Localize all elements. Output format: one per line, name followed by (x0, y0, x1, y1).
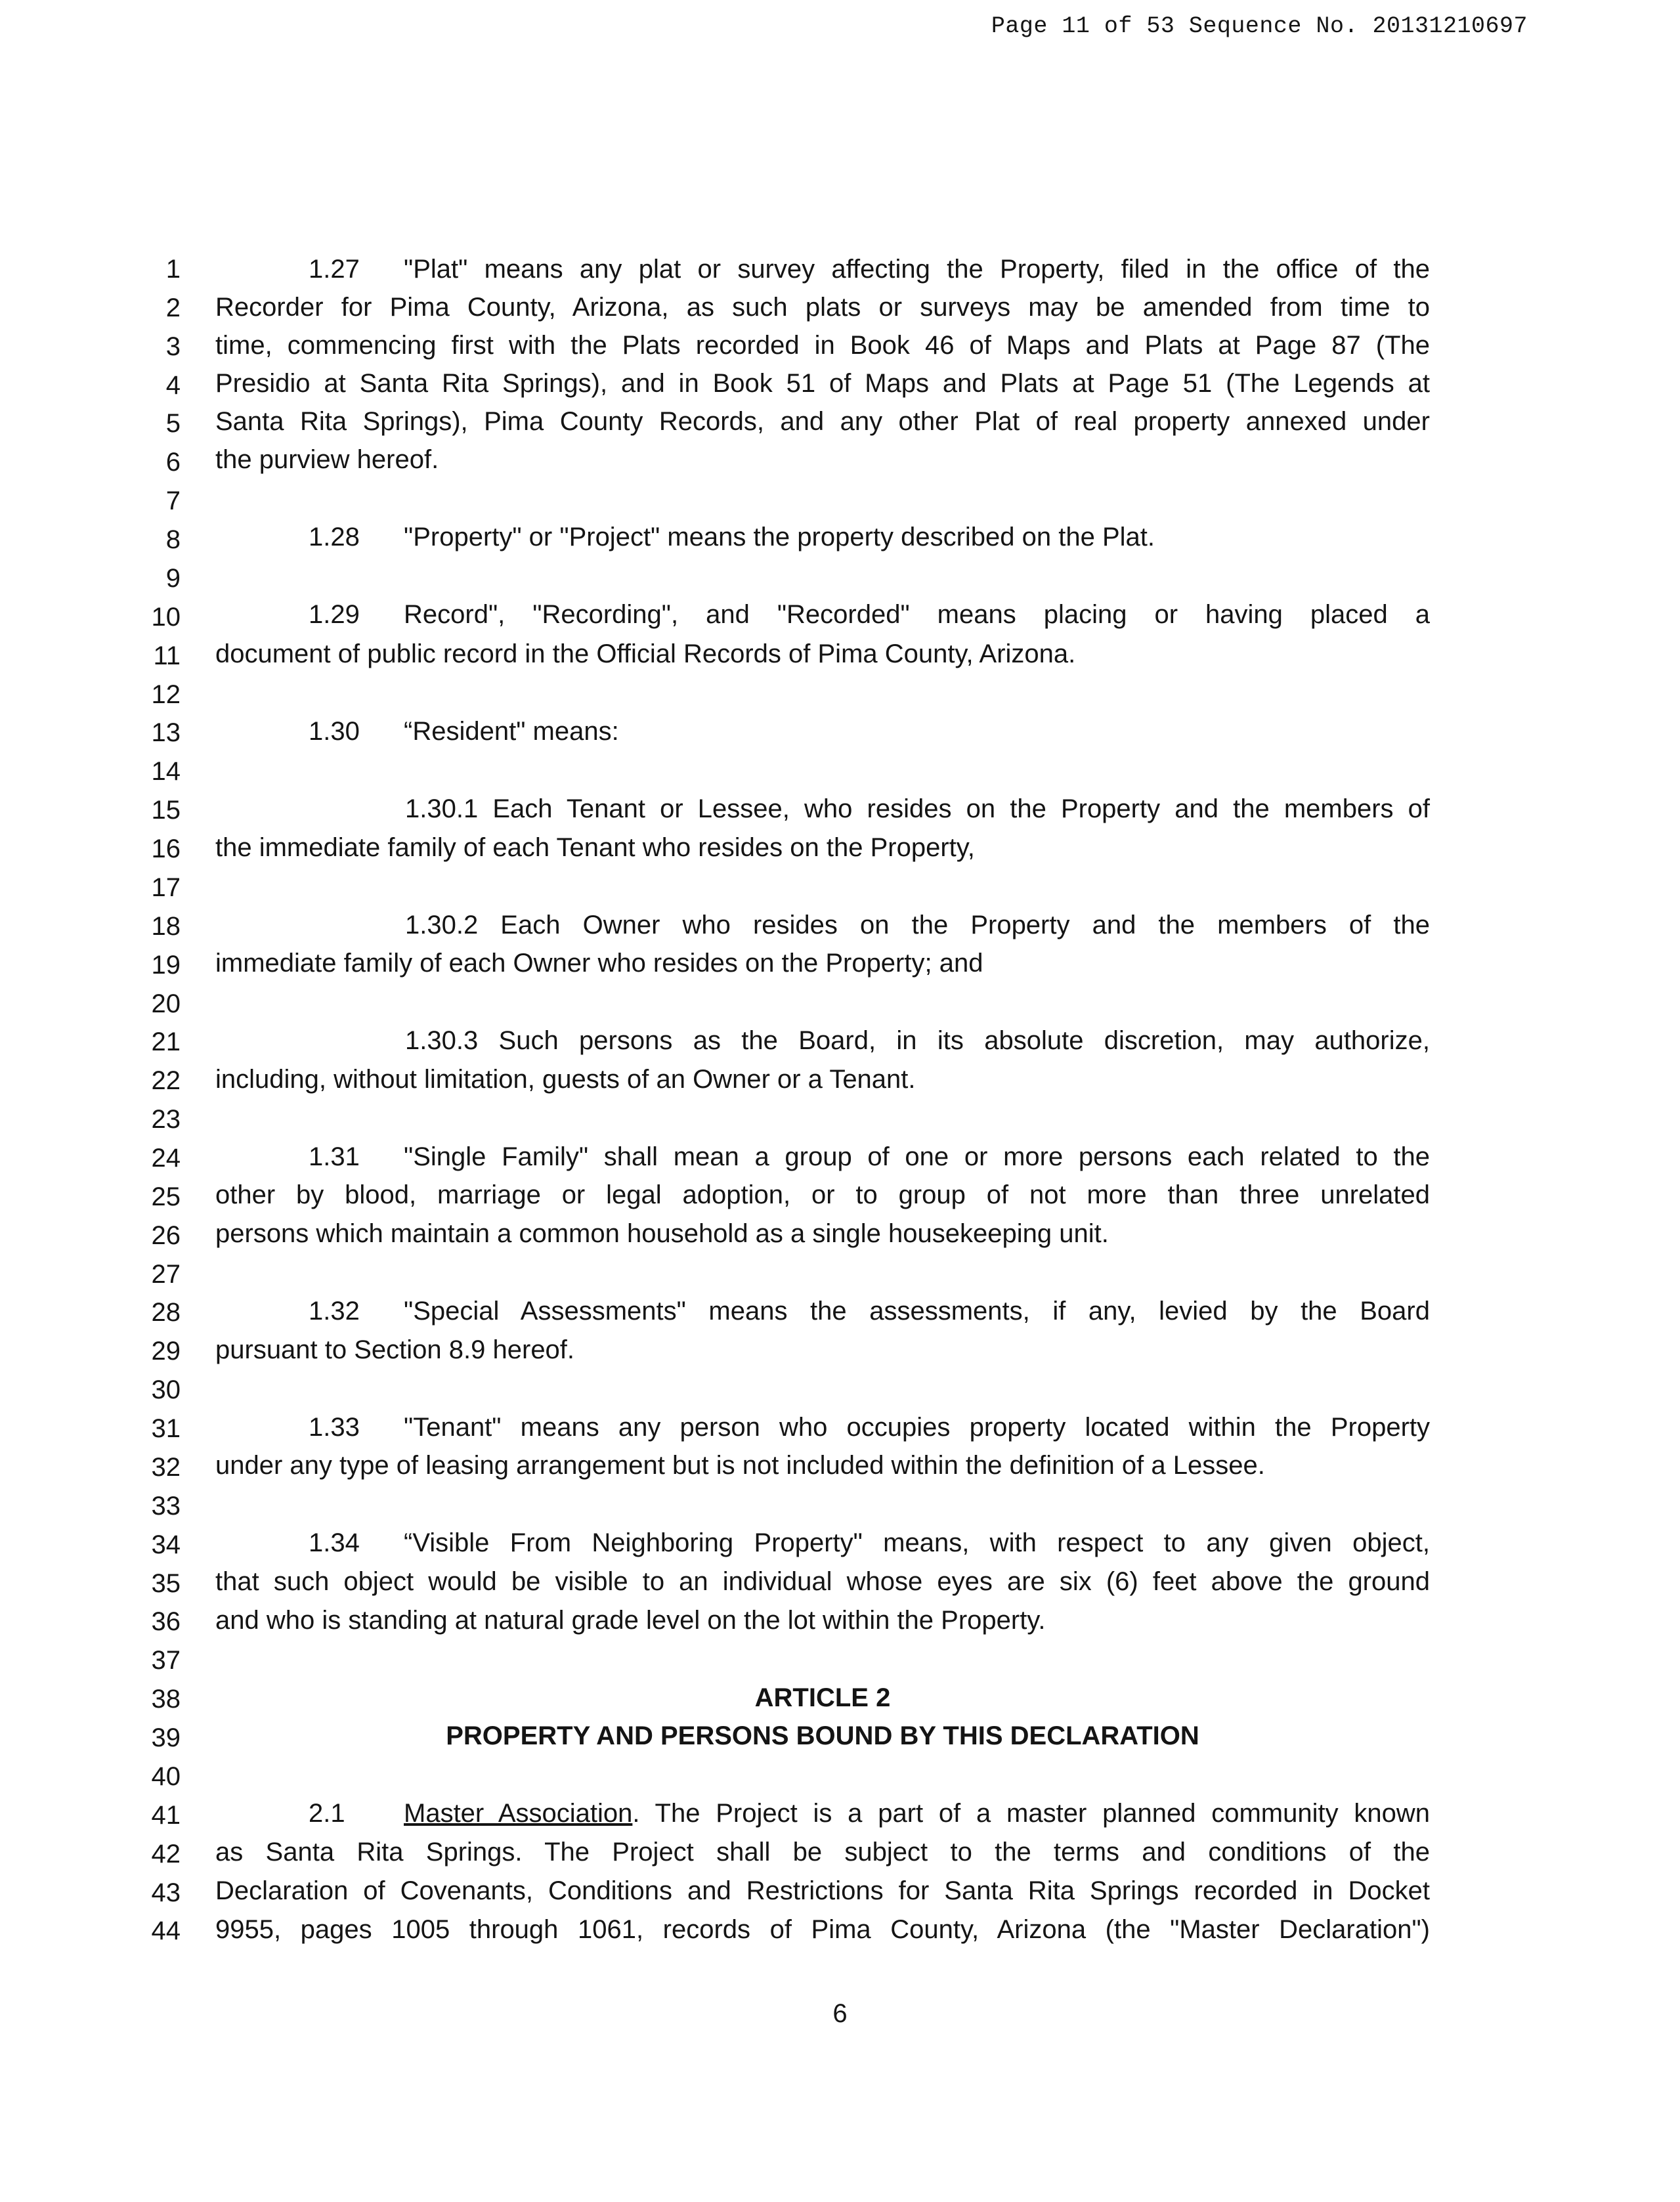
line-number: 19 (151, 951, 181, 980)
line-number: 22 (151, 1066, 181, 1095)
section-1-27-line-5: Santa Rita Springs), Pima County Records, and any other Plat of real property annexed under (215, 407, 1430, 436)
line-number: 4 (165, 371, 181, 400)
section-2-1-line-3: Declaration of Covenants, Conditions and Restrictions for Santa Rita Springs recorded in Docket (215, 1876, 1430, 1905)
line-number: 34 (151, 1530, 181, 1559)
line-number: 10 (151, 603, 181, 632)
line-number: 23 (151, 1105, 181, 1134)
section-1-33-line-2: under any type of leasing arrangement but is not included within the definition of a Lessee. (215, 1451, 1265, 1480)
section-heading: Master Association (404, 1799, 633, 1828)
line-number: 6 (165, 448, 181, 477)
section-1-27-line-6: the purview hereof. (215, 445, 439, 474)
line-number: 40 (151, 1762, 181, 1791)
section-1-30-3-line-1: 1.30.3 Such persons as the Board, in its absolute discretion, may authorize, (405, 1026, 1430, 1055)
section-1-30-2-line-2: immediate family of each Owner who resides on the Property; and (215, 949, 983, 978)
line-number: 11 (153, 641, 181, 670)
section-2-1-line-4: 9955, pages 1005 through 1061, records of Pima County, Arizona (the "Master Declaration") (215, 1915, 1430, 1944)
line-number: 27 (151, 1260, 181, 1289)
line-number: 24 (151, 1144, 181, 1173)
line-number: 31 (151, 1414, 181, 1443)
section-1-34-line-2: that such object would be visible to an individual whose eyes are six (6) feet above the ground (215, 1567, 1430, 1596)
section-1-29-line-1: 1.29 Record", "Recording", and "Recorded" means placing or having placed a (309, 600, 1430, 629)
line-number: 8 (165, 525, 181, 554)
line-number: 14 (151, 757, 181, 786)
section-1-31-line-1: 1.31 "Single Family" shall mean a group of one or more persons each related to the (309, 1142, 1430, 1171)
section-1-33-line-1: 1.33 "Tenant" means any person who occupies property located within the Property (309, 1413, 1430, 1442)
line-number: 43 (151, 1878, 181, 1907)
section-number: 1.30 (309, 717, 360, 746)
section-number: 1.28 (309, 523, 360, 551)
section-number: 1.32 (309, 1297, 360, 1326)
line-number: 44 (151, 1916, 181, 1945)
line-number: 37 (151, 1646, 181, 1675)
line-number: 5 (165, 409, 181, 438)
section-1-30-2-line-1: 1.30.2 Each Owner who resides on the Property and the members of the (405, 911, 1430, 939)
line-number: 35 (151, 1569, 181, 1598)
section-1-30-3-line-2: including, without limitation, guests of an Owner or a Tenant. (215, 1065, 916, 1094)
section-1-32-line-2: pursuant to Section 8.9 hereof. (215, 1335, 575, 1364)
line-number: 16 (151, 834, 181, 863)
section-number: 1.31 (309, 1142, 360, 1171)
line-number: 32 (151, 1453, 181, 1482)
section-1-28-line-1: 1.28 "Property" or "Project" means the property described on the Plat. (309, 523, 1155, 551)
line-number: 18 (151, 912, 181, 941)
line-number: 25 (151, 1182, 181, 1211)
section-1-27-line-2: Recorder for Pima County, Arizona, as such plats or surveys may be amended from time to (215, 293, 1430, 322)
line-number: 21 (151, 1027, 181, 1056)
section-1-29-line-2: document of public record in the Official Records of Pima County, Arizona. (215, 639, 1076, 668)
line-number: 39 (151, 1723, 181, 1752)
line-number: 9 (165, 564, 181, 593)
section-1-27-line-1: 1.27 "Plat" means any plat or survey affecting the Property, filed in the office of the (309, 255, 1430, 284)
line-number: 30 (151, 1375, 181, 1404)
page-number: 6 (832, 1999, 848, 2028)
line-number: 42 (151, 1840, 181, 1868)
line-number-column (0, 0, 197, 2202)
line-number: 36 (151, 1607, 181, 1636)
line-number: 15 (151, 796, 181, 825)
section-1-30-1-line-1: 1.30.1 Each Tenant or Lessee, who resides on the Property and the members of (405, 794, 1430, 823)
section-number: 1.34 (309, 1528, 360, 1557)
section-number: 1.33 (309, 1413, 360, 1442)
line-number: 20 (151, 989, 181, 1018)
section-1-30-line-1: 1.30 “Resident" means: (309, 717, 619, 746)
article-subtitle: PROPERTY AND PERSONS BOUND BY THIS DECLARATION (446, 1721, 1199, 1750)
section-number: 2.1 (309, 1799, 345, 1828)
line-number: 2 (165, 293, 181, 322)
section-1-32-line-1: 1.32 "Special Assessments" means the assessments, if any, levied by the Board (309, 1297, 1430, 1326)
line-number: 41 (151, 1801, 181, 1830)
section-1-27-line-3: time, commencing first with the Plats recorded in Book 46 of Maps and Plats at Page 87 (The (215, 331, 1430, 360)
article-title: ARTICLE 2 (754, 1683, 891, 1712)
line-number: 1 (165, 255, 181, 284)
section-1-30-1-line-2: the immediate family of each Tenant who resides on the Property, (215, 833, 975, 862)
line-number: 17 (151, 873, 181, 902)
line-number: 3 (165, 332, 181, 361)
section-1-34-line-1: 1.34 “Visible From Neighboring Property" means, with respect to any given object, (309, 1528, 1430, 1557)
section-1-31-line-3: persons which maintain a common household as a single housekeeping unit. (215, 1219, 1109, 1248)
line-number: 38 (151, 1685, 181, 1714)
section-number: 1.27 (309, 255, 360, 284)
section-2-1-line-1: 2.1 Master Association. The Project is a part of a master planned community known (309, 1799, 1430, 1828)
line-number: 28 (151, 1298, 181, 1327)
line-number: 13 (151, 718, 181, 747)
section-1-27-line-4: Presidio at Santa Rita Springs), and in Book 51 of Maps and Plats at Page 51 (The Legends at (215, 369, 1430, 398)
line-number: 7 (165, 486, 181, 515)
line-number: 12 (151, 680, 181, 709)
line-number: 26 (151, 1221, 181, 1250)
section-2-1-line-2: as Santa Rita Springs. The Project shall be subject to the terms and conditions of the (215, 1838, 1430, 1867)
section-number: 1.29 (309, 600, 360, 629)
section-1-34-line-3: and who is standing at natural grade level on the lot within the Property. (215, 1606, 1046, 1635)
page-header: Page 11 of 53 Sequence No. 20131210697 (991, 13, 1528, 39)
line-number: 29 (151, 1337, 181, 1366)
line-number: 33 (151, 1492, 181, 1521)
section-1-31-line-2: other by blood, marriage or legal adoption, or to group of not more than three unrelated (215, 1180, 1430, 1209)
